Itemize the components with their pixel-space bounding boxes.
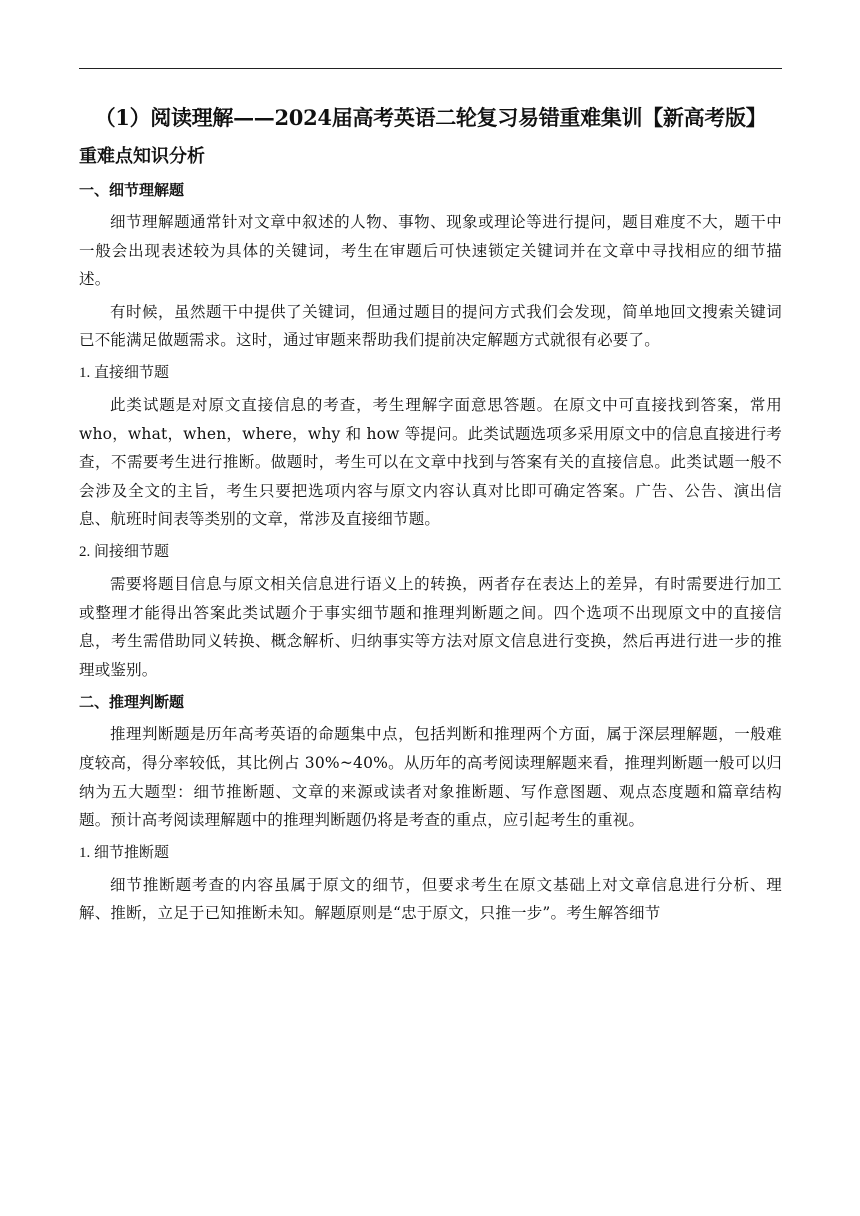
document-content [79, 100, 782, 932]
paragraph: 需要将题目信息与原文相关信息进行语义上的转换，两者存在表达上的差异，有时需要进行加工或整理才能得出答案此类试题介于事实细节题和推理判断题之间。四个选项不出现原文中的直接信息，考生需借助同义转换、概念解析、归纳事实等方法对原文信息进行变换，然后再进行进一步的推理或鉴别。 [79, 574, 782, 679]
subheading-indirect-detail: 2. 间接细节题 [79, 543, 170, 560]
heading-detail-comprehension: 一、细节理解题 [79, 181, 185, 199]
paragraph: 细节理解题通常针对文章中叙述的人物、事物、现象或理论等进行提问，题目难度不大，题干中一般会出现表述较为具体的关键词，考生在审题后可快速锁定关键词并在文章中寻找相应的细节描述。 [79, 213, 782, 289]
paragraph: 有时候，虽然题干中提供了关键词，但通过题目的提问方式我们会发现，简单地回文搜索关键词已不能满足做题需求。这时，通过审题来帮助我们提前决定解题方式就很有必要了。 [79, 302, 782, 350]
section-title: 重难点知识分析 [79, 146, 205, 167]
document-title: （1）阅读理解——2024届高考英语二轮复习易错重难集训【新高考版】 [94, 105, 767, 130]
paragraph: 此类试题是对原文直接信息的考查，考生理解字面意思答题。在原文中可直接找到答案，常用 who，what，when，where，why 和 how 等提问。此类试题选项多采用原文中的信息直接进行考查，不需要考生进行推断。做题时，考生可以在文章中找到与答案有关的直接信息。此类试题一般不会涉及全文的主旨，考生只要把选项内容与原文内容认真对比即可确定答案。广告、公告、演出信息、航班时间表等类别的文章，常涉及直接细节题。 [79, 395, 782, 529]
subheading-detail-inference: 1. 细节推断题 [79, 844, 170, 861]
subheading-direct-detail: 1. 直接细节题 [79, 364, 170, 381]
header-rule [79, 68, 782, 69]
paragraph: 推理判断题是历年高考英语的命题集中点，包括判断和推理两个方面，属于深层理解题，一般难度较高，得分率较低，其比例占 30%~40%。从历年的高考阅读理解题来看，推理判断题一般可以归纳为五大题型：细节推断题、文章的来源或读者对象推断题、写作意图题、观点态度题和篇章结构题。预计高考阅读理解题中的推理判断题仍将是考查的重点，应引起考生的重视。 [79, 725, 782, 830]
paragraph: 细节推断题考查的内容虽属于原文的细节，但要求考生在原文基础上对文章信息进行分析、理解、推断，立足于已知推断未知。解题原则是“忠于原文，只推一步”。考生解答细节 [79, 875, 782, 923]
heading-inference: 二、推理判断题 [79, 693, 185, 712]
